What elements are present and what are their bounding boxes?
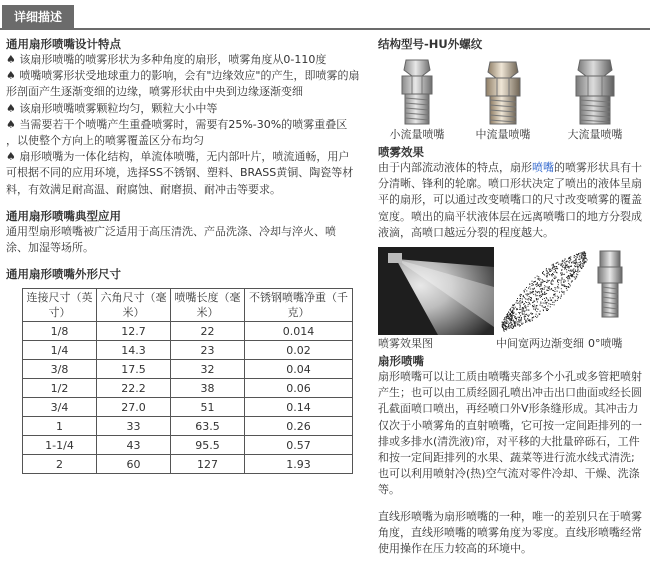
header-weight: 不锈钢喷嘴净重（千 克） xyxy=(245,289,353,322)
small-nozzle-image xyxy=(392,56,442,128)
table-row xyxy=(23,436,353,455)
text-line: 产生；也可以由工质经圆孔喷出冲击出口曲面或经长圆 xyxy=(378,386,642,400)
tab-details[interactable]: 详细描述 xyxy=(2,5,74,30)
spray-images xyxy=(378,247,648,353)
text-line: 平的扇形，可以通过改变喷嘴口的尺寸改变喷雾的覆盖 xyxy=(378,193,642,207)
text-line: 仅次于小喷雾角的直射喷嘴，它可按一定间距排列的一 xyxy=(378,418,642,432)
table-cell: 3/8 xyxy=(23,360,97,379)
table-cell: 0.57 xyxy=(245,436,353,455)
table-header-row xyxy=(23,289,353,322)
table-row xyxy=(23,360,353,379)
text-line: 分清晰、锋利的轮廓。喷口形状决定了喷出的液体呈扇 xyxy=(378,177,642,191)
table-cell: 0.014 xyxy=(245,322,353,341)
straight-nozzle-text xyxy=(378,509,648,558)
table-cell: 27.0 xyxy=(97,398,171,417)
table-cell: 17.5 xyxy=(97,360,171,379)
table-cell: 22 xyxy=(171,322,245,341)
text-line: 等。 xyxy=(378,483,400,497)
text-line: 可根据不同的应用环境，选择SS不锈钢、塑料、BRASS黄铜、陶瓷等材 xyxy=(6,166,354,180)
design-features-title: 通用扇形喷嘴设计特点 xyxy=(6,37,121,51)
text-line: 直线形喷嘴为扇形喷嘴的一种，唯一的差别只在于喷雾 xyxy=(378,509,642,523)
table-row xyxy=(23,417,353,436)
table-cell: 1/4 xyxy=(23,341,97,360)
table-cell: 14.3 xyxy=(97,341,171,360)
dimensions-table xyxy=(22,288,353,474)
thumb-large-nozzle xyxy=(550,56,640,142)
text-line: 涂、加湿等场所。 xyxy=(6,241,94,255)
table-cell: 0.04 xyxy=(245,360,353,379)
text-line: 由于内部流动液体的特点，扇形喷嘴的喷雾形状具有十 xyxy=(378,161,642,174)
fan-nozzle-title: 扇形喷嘴 xyxy=(378,354,424,369)
table-cell: 3/4 xyxy=(23,398,97,417)
spray-distribution-image xyxy=(494,247,592,335)
table-cell: 33 xyxy=(97,417,171,436)
table-cell: 0.14 xyxy=(245,398,353,417)
table-cell: 32 xyxy=(171,360,245,379)
table-cell: 1/8 xyxy=(23,322,97,341)
text-line: 角度，直线形喷嘴的喷雾角度为零度。直线形喷嘴经常 xyxy=(378,525,642,539)
left-column xyxy=(6,36,368,474)
text-line: 和按一定间距排列的水果、蔬菜等进行流水线式清洗; xyxy=(378,451,635,465)
table-cell: 1.93 xyxy=(245,455,353,474)
text-line: 孔截面喷口喷出，再经喷口外V形条缝形成。其冲击力 xyxy=(378,402,639,416)
table-cell: 23 xyxy=(171,341,245,360)
table-row xyxy=(23,341,353,360)
text-line: ♠ 该扇形喷嘴喷雾颗粒均匀，颗粒大小中等 xyxy=(6,101,218,115)
table-cell: 127 xyxy=(171,455,245,474)
table-cell: 63.5 xyxy=(171,417,245,436)
fan-nozzle-text xyxy=(378,369,648,499)
image-caption: 中间宽两边渐变细 xyxy=(496,337,584,351)
table-cell: 95.5 xyxy=(171,436,245,455)
table-cell: 12.7 xyxy=(97,322,171,341)
table-cell: 0.26 xyxy=(245,417,353,436)
table-cell: 2 xyxy=(23,455,97,474)
text-line: 料，有效满足耐高温、耐腐蚀、耐磨损、耐冲击等要求。 xyxy=(6,182,281,196)
text-line: ♠ 扇形喷嘴为一体化结构，单流体喷嘴，无内部叶片，喷流通畅，用户 xyxy=(6,150,350,164)
table-cell: 43 xyxy=(97,436,171,455)
text-line: 也可以利用喷射冷(热)空气流对零件冷却、干燥、洗涤 xyxy=(378,467,640,481)
text-line: 通用型扇形喷嘴被广泛适用于高压清洗、产品洗涤、冷却与淬火、喷 xyxy=(6,224,336,238)
right-column xyxy=(378,36,648,557)
table-row xyxy=(23,455,353,474)
header-hex: 六角尺寸（毫 米） xyxy=(97,289,171,322)
table-cell: 1 xyxy=(23,417,97,436)
table-cell: 22.2 xyxy=(97,379,171,398)
thumb-caption: 大流量喷嘴 xyxy=(567,128,623,141)
text-line: 宽度。喷出的扁平状液体层在远离喷嘴口的地方分裂成 xyxy=(378,209,642,223)
spray-effect-text xyxy=(378,160,648,241)
image-caption: 喷雾效果图 xyxy=(378,337,433,351)
thumb-small-nozzle xyxy=(372,56,462,142)
design-features-text xyxy=(6,52,368,198)
table-cell: 38 xyxy=(171,379,245,398)
nozzle-thumbnails xyxy=(378,56,648,144)
table-cell: 0.06 xyxy=(245,379,353,398)
text-line: 使用操作在压力较高的环境中。 xyxy=(378,542,532,556)
large-nozzle-image xyxy=(570,56,620,128)
table-cell: 51 xyxy=(171,398,245,417)
applications-text xyxy=(6,224,368,256)
text-line: ♠ 该扇形喷嘴的喷雾形状为多种角度的扇形，喷雾角度从0-110度 xyxy=(6,53,327,66)
thumb-caption: 小流量喷嘴 xyxy=(389,128,445,141)
table-row xyxy=(23,379,353,398)
table-cell: 1/2 xyxy=(23,379,97,398)
spray-effect-photo xyxy=(378,247,494,335)
image-caption: 0°喷嘴 xyxy=(588,337,623,351)
text-line: 扇形喷嘴可以让工质由喷嘴夹部多个小孔或多管耙喷射 xyxy=(378,370,642,384)
medium-nozzle-image xyxy=(478,56,528,128)
dimensions-title: 通用扇形喷嘴外形尺寸 xyxy=(6,267,121,282)
nozzle-link[interactable]: 喷嘴 xyxy=(532,161,554,174)
table-cell: 1-1/4 xyxy=(23,436,97,455)
text-line: ♠ 喷嘴喷雾形状受地球重力的影响，会有"边缘效应"的产生，即喷雾的扇 xyxy=(6,69,360,83)
header-length: 喷嘴长度（毫 米） xyxy=(171,289,245,322)
tab-bar xyxy=(0,0,650,30)
text-line: 形剖面产生逐渐变细的边缘，喷雾形状由中央到边缘逐渐变细 xyxy=(6,85,303,99)
table-row xyxy=(23,398,353,417)
table-row xyxy=(23,322,353,341)
text-line: ♠ 当需要若干个喷嘴产生重叠喷雾时，需要有25%-30%的喷雾重叠区 xyxy=(6,117,348,131)
zero-degree-nozzle-image xyxy=(594,247,626,335)
text-line: 排或多排水(清洗液)帘，对平移的大批量碎砾石，工件 xyxy=(378,434,640,448)
header-connection: 连接尺寸（英 寸） xyxy=(23,289,97,322)
table-cell: 60 xyxy=(97,455,171,474)
text-line: ，以使整个方向上的喷雾覆盖区分布均匀 xyxy=(6,134,204,148)
text-line: 液滴，高喷口越远分裂的程度越大。 xyxy=(378,225,554,239)
thumb-caption: 中流量喷嘴 xyxy=(475,128,531,141)
spray-effect-title: 喷雾效果 xyxy=(378,145,424,159)
table-cell: 0.02 xyxy=(245,341,353,360)
thumb-medium-nozzle xyxy=(458,56,548,142)
applications-title: 通用扇形喷嘴典型应用 xyxy=(6,208,121,223)
structure-title: 结构型号-HU外螺纹 xyxy=(378,37,483,51)
